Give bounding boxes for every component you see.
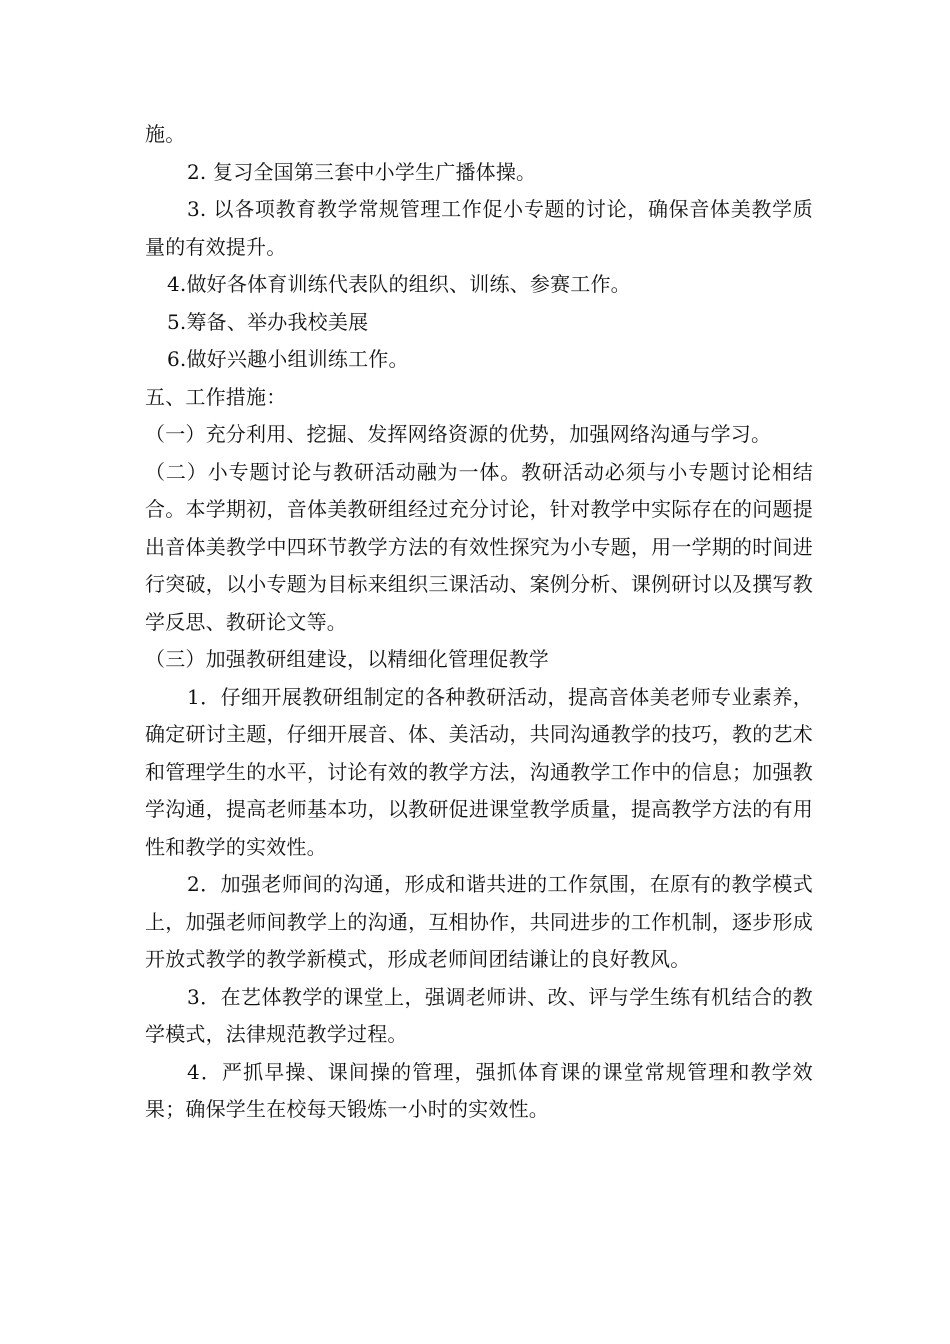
paragraph-sub-1: （一）充分利用、挖掘、发挥网络资源的优势，加强网络沟通与学习。 bbox=[145, 422, 772, 446]
paragraph-item-4: 4.做好各体育训练代表队的组织、训练、参赛工作。 bbox=[167, 272, 631, 296]
paragraph-continuation: 施。 bbox=[145, 122, 186, 146]
section-heading-5: 五、工作措施： bbox=[145, 384, 287, 409]
paragraph-item-2: 2. 复习全国第三套中小学生广播体操。 bbox=[187, 159, 537, 184]
paragraph-measure-3: 3．在艺体教学的课堂上，强调老师讲、改、评与学生练有机结合的教学模式，法律规范教学过程。 bbox=[145, 984, 813, 1046]
paragraph-measure-1: 1．仔细开展教研组制定的各种教研活动，提高音体美老师专业素养，确定研讨主题，仔细开展音、体、美活动，共同沟通教学的技巧，教的艺术和管理学生的水平，讨论有效的教学方法，沟通教学工作中的信息；加强教学沟通，提高老师基本功，以教研促进课堂教学质量，提高教学方法的有用性和教学的实效性。 bbox=[145, 684, 813, 859]
paragraph-sub-3: （三）加强教研组建设，以精细化管理促教学 bbox=[145, 647, 549, 671]
document-body bbox=[145, 116, 813, 1129]
paragraph-measure-4: 4．严抓早操、课间操的管理，强抓体育课的课堂常规管理和教学效果；确保学生在校每天锻炼一小时的实效性。 bbox=[145, 1059, 813, 1121]
paragraph-measure-2: 2．加强老师间的沟通，形成和谐共进的工作氛围，在原有的教学模式上，加强老师间教学上的沟通，互相协作，共同进步的工作机制，逐步形成开放式教学的教学新模式，形成老师间团结谦让的良好教风。 bbox=[145, 872, 813, 971]
paragraph-item-6: 6.做好兴趣小组训练工作。 bbox=[167, 347, 409, 371]
paragraph-sub-2: （二）小专题讨论与教研活动融为一体。教研活动必须与小专题讨论相结合。本学期初，音体美教研组经过充分讨论，针对教学中实际存在的问题提出音体美教学中四环节教学方法的有效性探究为小专题，用一学期的时间进行突破，以小专题为目标来组织三课活动、案例分析、课例研讨以及撰写教学反思、教研论文等。 bbox=[145, 459, 813, 634]
paragraph-item-5: 5.筹备、举办我校美展 bbox=[167, 309, 369, 334]
paragraph-item-3: 3. 以各项教育教学常规管理工作促小专题的讨论，确保音体美教学质量的有效提升。 bbox=[145, 197, 813, 259]
